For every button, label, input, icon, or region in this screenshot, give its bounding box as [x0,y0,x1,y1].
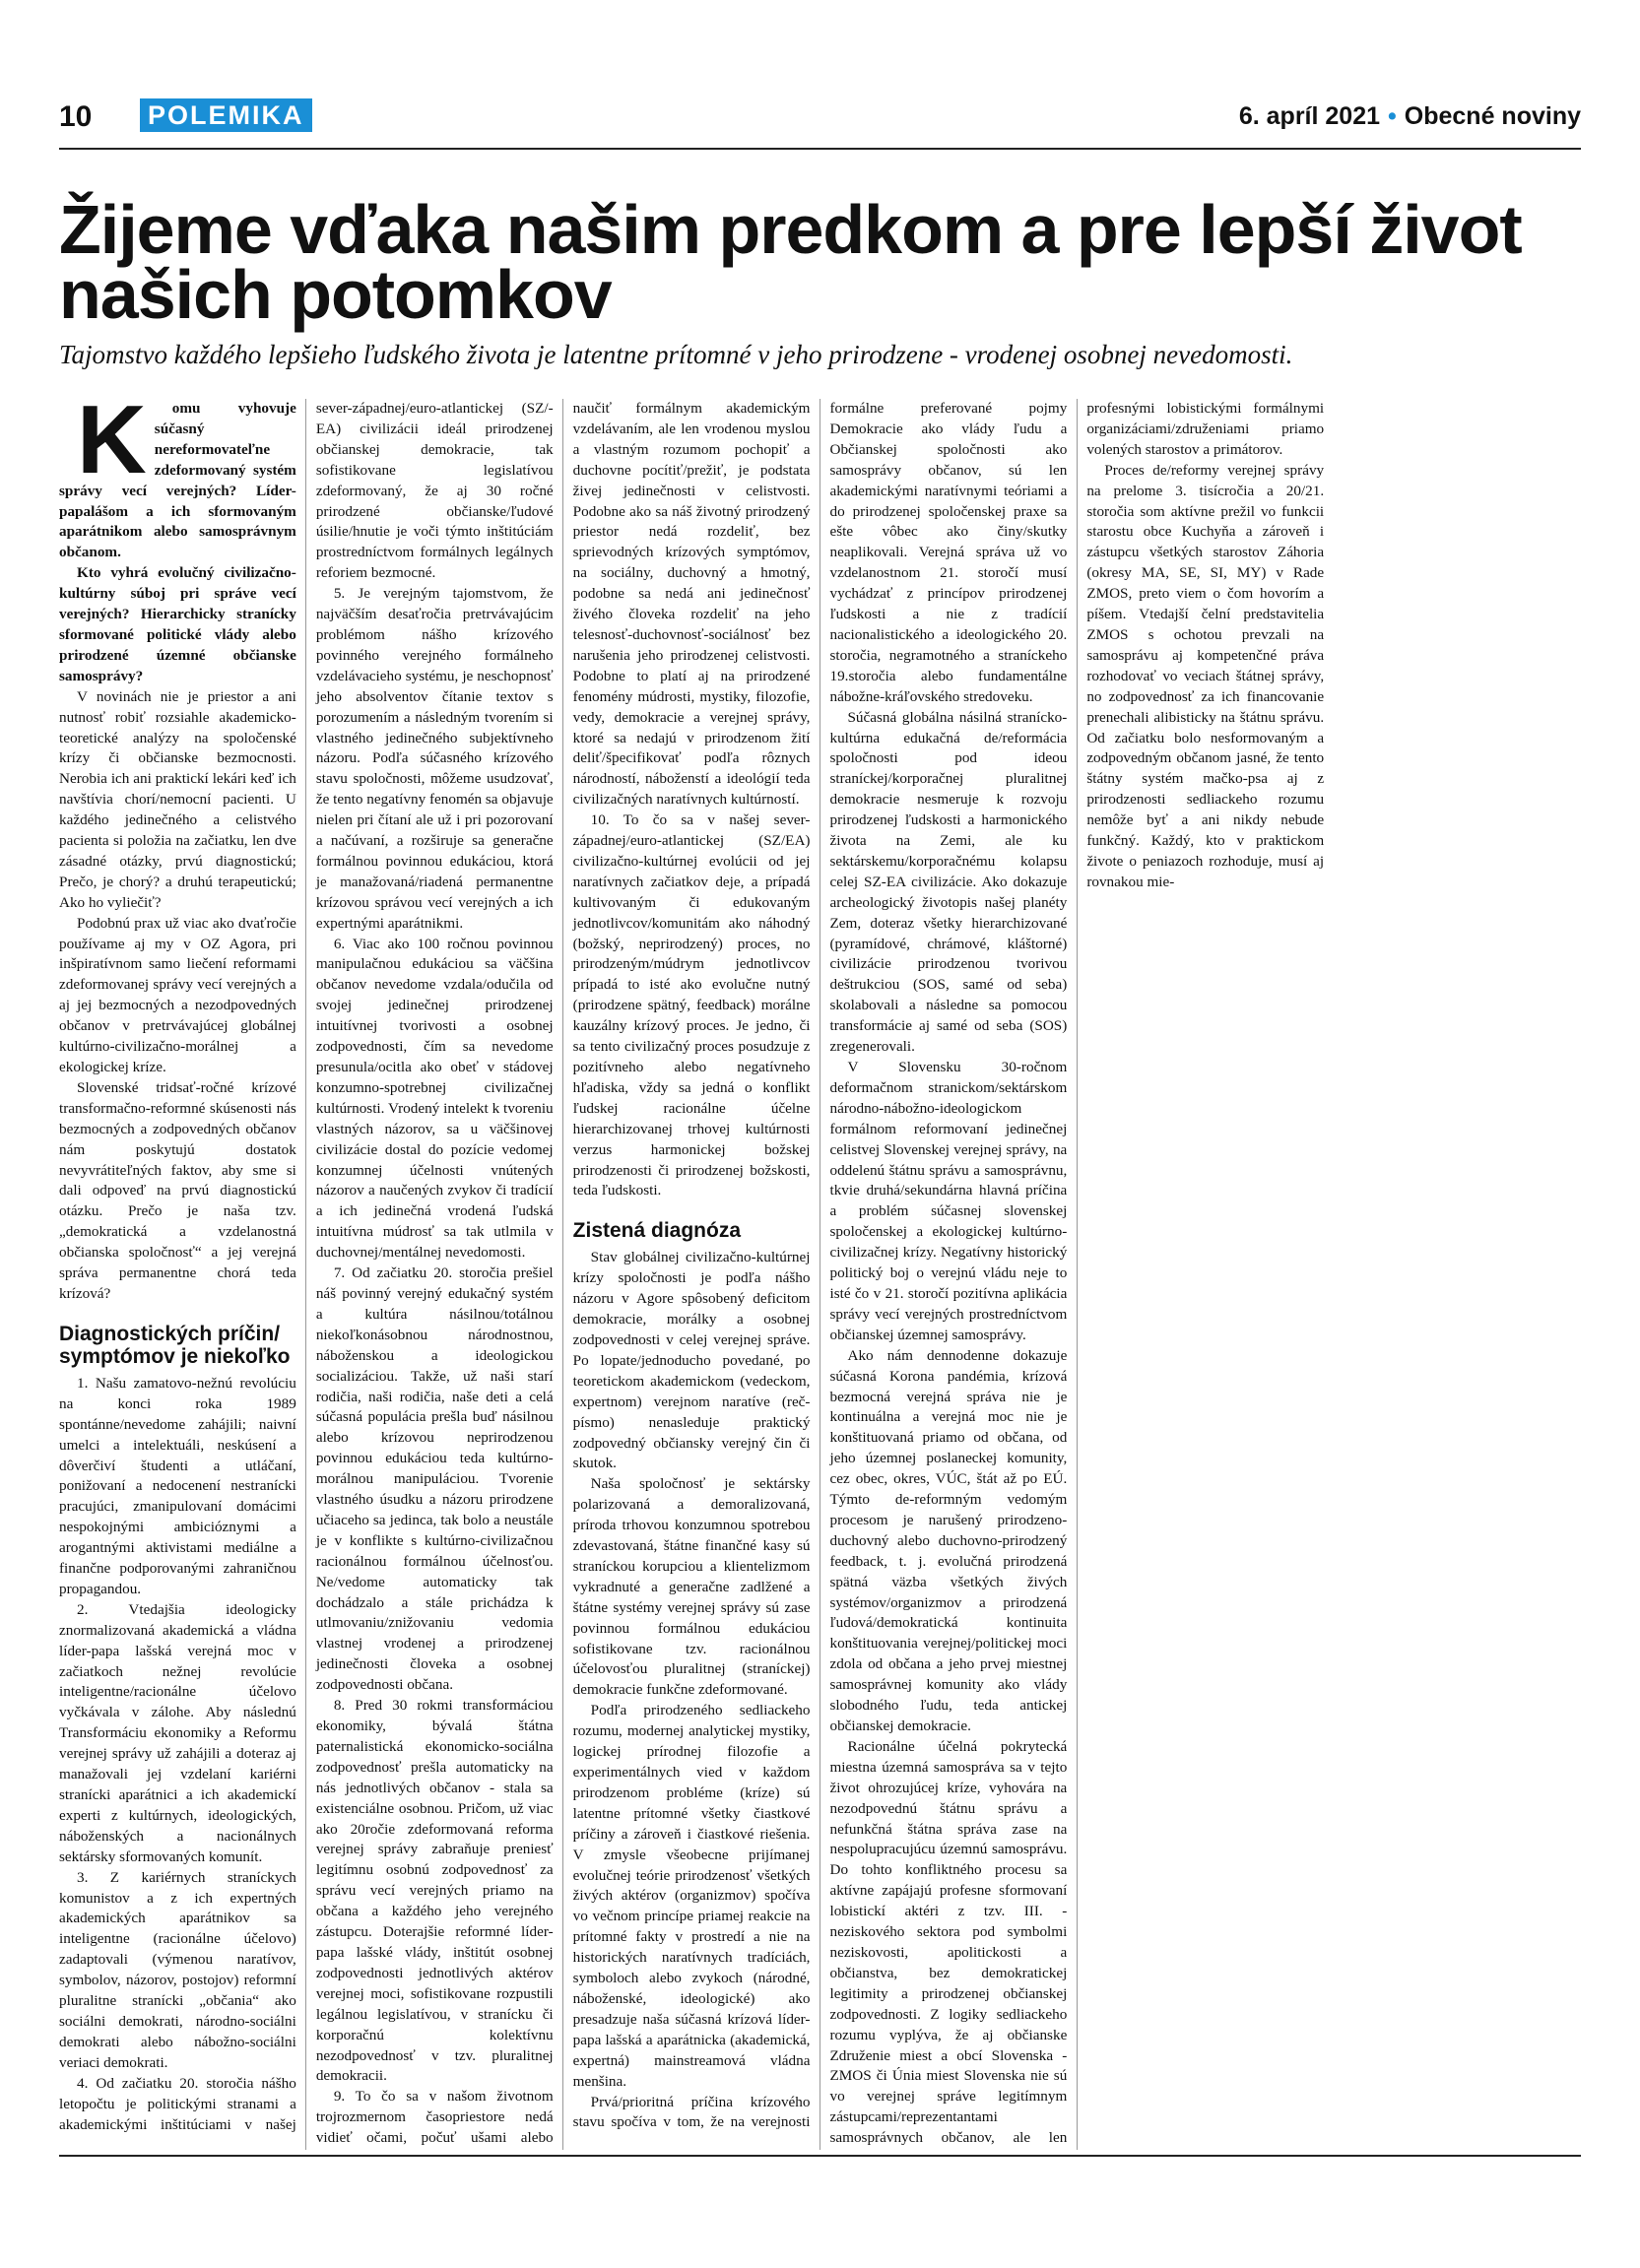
issue-info [1239,102,1581,131]
paragraph: 5. Je verejným tajomstvom, že najväčším desaťročia pretrvávajúcim problémom nášho krízového povinného verejného formálneho vzdelávacieho systému, je neschopnosť jeho absolventov čítanie textov s porozumením a následným tvorením si vlastného jedinečného subjektívneho názoru. Podľa súčasného krízového stavu spoločnosti, môžeme usudzovať, že tento negatívny fenomén sa objavuje nielen pri čítaní ale už i pri pozorovaní a načúvaní, a rozširuje sa generačne formálnou povinnou edukáciou, ktorá je manažovaná/riadená permanentne krízovou správou vecí verejných a ich expertnými aparátnikmi. [315,585,554,932]
paragraph: Naša spoločnosť je sektársky polarizovaná a demoralizovaná, príroda trhovou konzumnou spotrebou zdevastovaná, štátne finančné kasy sú straníckou korupciou a klientelizmom vykradnuté a generačne zadlžené a štátne systémy verejnej správy sú zase povinnou formálnou edukáciou sofistikovane tzv. racionálnou účelovosťou pluralitnej (straníckej) demokracie funkčne zdeformované. [572,1475,811,1699]
intro-paragraph: K omu vyhovuje súčasný nereformovateľne zdeformovaný systém správy vecí verejných? Líder-papalášom a ich sformovaným aparátnikom alebo samosprávnym občanom. [59,385,296,561]
paragraph: 2. Vtedajšia ideologicky znormalizovaná akademická a vládna líder-papa lašská verejná moc v začiatkoch nežnej revolúcie inteligentne/racionálne účelovo vyčkávala v zálohe. Aby následnú Transformáciu ekonomiky a Reformu verejnej správy už zahájili a doteraz aj manažovali jej vzdelaní kariérni stranícki aparátnici a ich akademickí experti z kultúrnych, ideologických, náboženských a nacionálnych sektársky sformovaných komunít. [59,1600,296,1865]
section-label: POLEMIKA [140,98,312,132]
paragraph: Ako nám dennodenne dokazuje súčasná Korona pandémia, krízová bezmocná verejná správa nie je kontinuálna a verejná moc nie je konštituovaná priamo od občana, od jeho územnej poslaneckej komunity, cez obec, okres, VÚC, štát až po EÚ. Týmto de-reformným vedomým procesom je narušený prirodzeno-duchovný alebo duchovno-prirodzený feedback, t. j. evolučná prirodzená spätná väzba všetkých živých systémov/organizmov a prirodzená ľudová/demokratická kontinuita konštituovania verejnej/politickej moci zdola od občana a jeho prvej miestnej samosprávnej komunity ako vlády slobodného ľudu, teda antickej občianskej demokracie. [829,1346,1068,1734]
newspaper-name: Obecné noviny [1404,102,1581,130]
article-lead: Tajomstvo každého lepšieho ľudského života je latentne prítomné v jeho prirodzene - vrodenej osobnej nevedomosti. [59,340,1293,369]
paragraph: 9. To čo sa v našom životnom trojrozmernom časopriestore nedá vidieť očami, počuť ušami alebo naučiť formálnym akademickým vzdelávaním, ale len vrodenou myslou a vlastným rozumom pochopiť a duchovne pocítiť/prežiť, je podstata živej jedinečnosti v celistvosti. Podobne ako sa náš životný prirodzený priestor nedá rozdeliť, bez sprievodných krízových symptómov, na sociálny, duchovný a hmotný, podobne sa nedá ani jedinečnosť živého človeka rozdeliť na jeho telesnosť-duchovnosť-sociálnosť bez narušenia jeho prirodzenej celistvosti. Podobne to platí aj na prirodzené fenomény múdrosti, mystiky, filozofie, vedy, demokracie a verejnej správy, ktoré sa nedajú v prirodzenom žití deliť/špecifikovať podľa rôznych národností, náboženstí a ideológií teda civilizačných naratívnych kultúrností. [315,400,811,2147]
paragraph: Racionálne účelná pokrytecká miestna územná samospráva sa v tejto život ohrozujúcej kríze, vyhovára na nezodpovednú štátnu správu a nefunkčná štátna správa zase na nespolupracujúcu územnú samosprávu. Do tohto konfliktného procesu sa aktívne zapájajú profesne sformovaní lobistickí aktéri z tzv. III. - neziskového sektora pod symbolmi neziskovosti, apolitickosti a občianstva, bez demokratickej legitimity a prirodzenej občianskej zodpovednosti. Z logiky sedliackeho rozumu vyplýva, že aj občianske Združenie miest a obcí Slovenska - ZMOS či Únia miest Slovenska nie sú vo verejnej správe legitímnym zástupcami/reprezentantami samosprávnych občanov, ale len profesnými lobistickými formálnymi organizáciami/združeniami priamo volených starostov a primátorov. [829,400,1325,2147]
paragraph: 1. Našu zamatovo-nežnú revolúciu na konci roka 1989 spontánne/nevedome zahájili; naivní umelci a intelektuáli, neskúsení a dôverčiví študenti a utláčaní, ponižovaní a nedocenení nestranícki pracujúci, zmanipulovaní domácimi nespokojnými ambicióznymi a arogantnými aktivistami mediálne a finančne podporovanými zahraničnou propagandou. [59,1374,296,1597]
paragraph: 3. Z kariérnych straníckych komunistov a z ich expertných akademických aparátnikov sa inteligentne (racionálne účelovo) zadaptovali (výmenou naratívov, symbolov, názorov, postojov) reformní pluralitne stranícki „občania“ ako sociálni demokrati, národno-sociálni demokrati alebo nábožno-sociálni veriaci demokrati. [59,1868,296,2071]
paragraph: Stav globálnej civilizačno-kultúrnej krízy spoločnosti je podľa nášho názoru v Agore spôsobený deficitom demokracie, morálky a osobnej zodpovednosti v celej verejnej správe. Po lopate/jednoducho povedané, po teoretickom akademickom (vedeckom, expertnom) verejnom naratíve (reč-písmo) nenasleduje praktický zodpovedný občiansky verejný čin či skutok. [572,1249,811,1472]
page-header [59,100,1581,140]
intro-question: Kto vyhrá evolučný civilizačno-kultúrny súboj pri správe vecí verejných? Hierarchicky stranícky sformované politické vlády alebo prirodzené územné občianske samosprávy? [59,564,296,684]
paragraph: Prvá/prioritná príčina krízového stavu spočíva v tom, že na verejnosti formálne preferované pojmy Demokracie ako vlády ľudu a Občianskej spoločnosti ako samosprávy občanov, sú len akademickými naratívnymi teóriami a do prirodzenej spoločenskej praxe sa ešte vôbec ako činy/skutky neaplikovali. Verejná správa už vo vzdelanostnom 21. storočí musí vychádzať z princípov prirodzenej ľudskosti a nie z tradícií nacionalistického a ideologického 20. storočia, negramotného a straníckeho 19.storočia alebo fundamentálne nábožne-kráľovského stredoveku. [572,400,1068,2131]
paragraph: Podľa prirodzeného sedliackeho rozumu, modernej analytickej mystiky, logickej prírodnej filozofie a experimentálnych vied v každom prirodzenom probléme (kríze) sú latentne prítomné všetky čiastkové príčiny a zároveň i čiastkové riešenia. V zmysle všeobecne prijímanej evolučnej teórie prirodzenosť všetkých živých aktérov (organizmov) spočíva vo večnom princípe priamej reakcie na prítomné fakty v prostredí a nie na historických naratívnych tradíciách, symboloch alebo zvykoch (národné, náboženské, ideologické) ako presadzuje naša súčasná krízová líder-papa lašská a aparátnicka (akademická, expertná) mainstreamová vládna menšina. [572,1702,811,2090]
paragraph: 6. Viac ako 100 ročnou povinnou manipulačnou edukáciou sa väčšina občanov nevedome vzdala/odučila od svojej jedinečnej prirodzenej intuitívnej tvorivosti a osobnej zodpovednosti, čím sa nevedome presunula/ocitla ako obeť v stádovej konzumno-spotrebnej civilizačnej kultúrnosti. Vrodený intelekt k tvoreniu vlastných názorov, sa u väčšinovej civilizácie dostal do pozície vedomej konzumnej účelnosti vnútených názorov a naučených zvykov či tradícií a ich jedinečná vrodená ľudská intuitívna múdrosť sa tak utlmila v duchovnej/mentálnej nevedomosti. [315,935,554,1262]
article-body [59,385,1581,2150]
article-title: Žijeme vďaka našim predkom a pre lepší život našich potomkov [59,191,1522,333]
paragraph: 7. Od začiatku 20. storočia prešiel náš povinný verejný edukačný systém a kultúra násilnou/totálnou niekoľkonásobnou národnostnou, náboženskou a ideologickou socializáciou. Takže, už naši starí rodičia, naši rodičia, naše deti a celá súčasná populácia prešla buď násilnou alebo krízovou neprirodzenou povinnou edukáciou teda kultúrno-morálnou manipuláciou. Tvorenie vlastného úsudku a názoru prirodzene učiaceho sa jedinca, tak bolo a neustále je v konflikte s kultúrno-civilizačnou racionálnou formálnou účelnosťou. Ne/vedome automaticky tak dochádzalo a stále prichádza k utlmovaniu/znižovaniu vedomia vlastnej vrodenej a prirodzenej jedinečnosti človeka a osobnej zodpovednosti občana. [315,1264,554,1694]
page-number: 10 [59,100,93,133]
paragraph: 8. Pred 30 rokmi transformáciou ekonomiky, bývalá štátna paternalistická ekonomicko-sociálna zodpovednosť prešla automaticky na nás jednotlivých občanov - stala sa existenciálne osobnou. Pričom, už viac ako 20ročie zdeformovaná reforma verejnej správy zabraňuje preniesť legitímnu osobnú zodpovednosť za správu vecí verejných priamo na občana a každého jeho verejného zástupcu. Doterajšie reformné líder-papa lašské vlády, inštitút osobnej zodpovednosti jednotlivých aktérov verejnej moci, sofistikovane rozpustili legálnou legislatívou, v stranícku či korporačnú kolektívnu nezodpovednosť v tzv. pluralitnej demokracii. [315,1697,554,2085]
header-rule [59,148,1581,150]
paragraph: V Slovensku 30-ročnom deformačnom stranickom/sektárskom národno-nábožno-ideologickom formálnom reformovaní jedinečnej celistvej Slovenskej verejnej správy, na oddelenú štátnu správu a samosprávnu, tkvie druhá/sekundárna hlavná príčina a problém súčasnej slovenskej spoločenskej a ekologickej kultúrno-civilizačnej krízy. Negatívny historický politický boj o verejnú vládu neje to isté čo v 21. storočí pozitívna aplikácia správy vecí verejných prostredníctvom občianskej územnej samosprávy. [829,1059,1068,1343]
subheading-diagnosis: Zistená diagnóza [572,1219,742,1243]
paragraph: 4. Od začiatku 20. storočia nášho letopočtu je politickými stranami a akademickými inštitúciami v našej sever-západnej/euro-atlantickej (SZ/-EA) civilizácii ideál prirodzenej občianskej demokracie, tak sofistikovane legislatívou zdeformovaný, že aj 30 ročné prirodzené občianske/ľudové úsilie/hnutie je voči týmto inštitúciám prostredníctvom formálnych legálnych reforiem bezmocné. [59,400,554,2133]
paragraph: Proces de/reformy verejnej správy na prelome 3. tisícročia a 20/21. storočia som aktívne prežil vo funkcii starostu obce Kuchyňa a zároveň i zástupcu všetkých starostov Záhoria (okresy MA, SE, SI, MY) v Rade ZMOS, preto viem o čom hovorím a píšem. Vtedajší čelní predstavitelia ZMOS s ochotou prevzali na samosprávu aj kompetenčné práva rozhodovať vo veciach štátnej správy, no zodpovednosť za ich financovanie prenechali alibisticky na štátnu správu. Od začiatku bolo nesformovaným a zodpovedným občanom jasné, že tento štátny systém mačko-psa aj z prirodzenosti sedliackeho rozumu nemôže byť a ani nikdy nebude funkčný. Každý, kto v praktickom živote o peniazoch rozhoduje, musí aj rovnakou mie- [1086,461,1325,890]
paragraph: Súčasná globálna násilná stranícko-kultúrna edukačná de/reformácia spoločnosti pod ideou straníckej/korporačnej pluralitnej demokracie nesmeruje k rozvoju prirodzenej ľudskosti a harmonického života na Zemi, ale ku sektárskemu/korporačnému kolapsu celej SZ-EA civilizácie. Ako dokazuje archeologický životopis našej planéty Zem, doteraz všetky hierarchizované (pyramídové, chrámové, kláštorné) civilizácie prirodzenou tvorivou deštrukciou (SOS, samé od seba) skolabovali a následne sa pomocou transformácie aj samé od seba (SOS) zregenerovali. [829,708,1068,1056]
drop-cap: K [77,385,147,493]
paragraph: Slovenské tridsať-ročné krízové transformačno-reformné skúsenosti nás bezmocných a zodpovedných občanov nám poskytujú dostatok nevyvrátiteľných faktov, aby sme si dali odpoveď na prvú diagnostickú otázku. Prečo je naša tzv. „demokratická a vzdelanostná občianska spoločnosť“ a jej verejná správa permanentne chorá teda krízová? [59,1078,296,1302]
bullet-separator: • [1388,102,1397,130]
footer-rule [59,2155,1581,2157]
paragraph: Podobnú prax už viac ako dvaťročie používame aj my v OZ Agora, pri inšpiratívnom samo liečení reformami zdeformovanej správy vecí verejných a aj jej bezmocných a nezodpovedných občanov v pretrvávajúcej globálnej kultúrno-civilizačno-morálnej a ekologickej krízе. [59,914,296,1075]
subheading-diagnostic-causes: Diagnostických príčin/ symptómov je niekoľko [59,1322,291,1368]
paragraph: V novinách nie je priestor a ani nutnosť robiť rozsiahle akademicko-teoretické analýzy na spoločenské krízy či občianske bezmocnosti. Nerobia ich ani praktickí lekári keď ich navštívia chorí/nemocní pacienti. U každého jedinečného a celistvého pacienta si položia na začiatku, len dve zásadné otázky, prvú diagnostickú; Prečo, je chorý? a druhú terapeutickú; Ako ho vyliečiť? [59,687,296,911]
issue-date: 6. apríl 2021 [1238,102,1381,130]
paragraph: 10. To čo sa v našej sever-západnej/euro-atlantickej (SZ/EA) civilizačno-kultúrnej evolúcii od jej naratívnych začiatkov deje, a prípadá kultivovaným či edukovaným jednotlivcov/komunitám ako náhodný (božský, neprirodzený) proces, no prirodzeným/múdrym jednotlivcov prípadá to isté ako evolučne nutný (prirodzene spätný, feedback) morálne kauzálny krízový proces. Je jedno, či sa tento civilizačný proces posudzuje z pozitívneho alebo negatívneho hľadiska, vždy sa jedná o konflikt ľudskej racionálne účelne hierarchizovanej trhovej kultúrnosti verzus harmonickej božskej prirodzenosti či prirodzenej božskosti, teda ľudskosti. [572,811,811,1199]
